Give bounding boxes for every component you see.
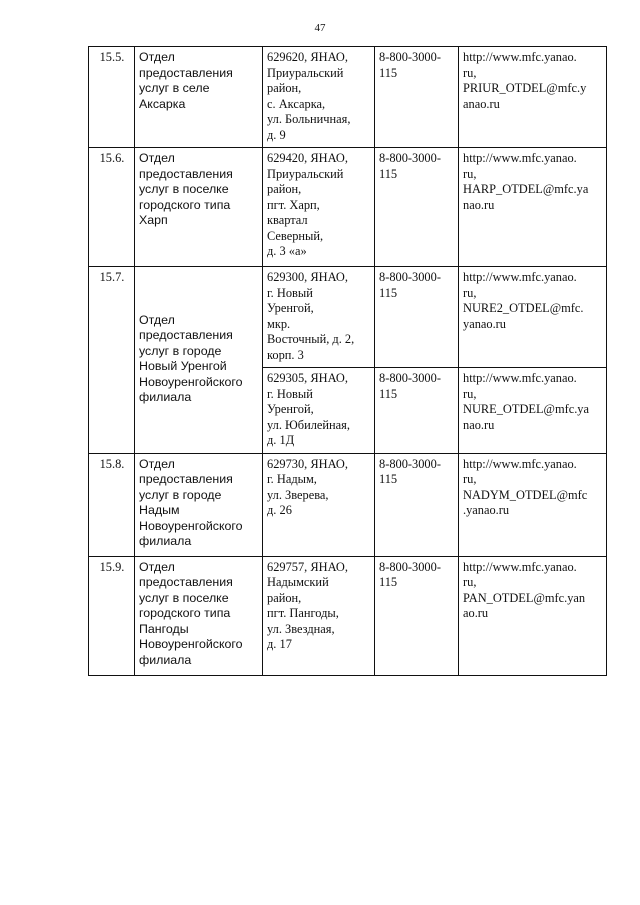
table-row — [89, 148, 607, 267]
row-number: 15.7. — [89, 267, 135, 454]
office-name: Отдел предоставления услуг в селе Аксарка — [135, 47, 263, 148]
office-address: 629305, ЯНАО, г. Новый Уренгой, ул. Юбилейная, д. 1Д — [263, 368, 375, 454]
office-web-email: http://www.mfc.yanao. ru, HARP_OTDEL@mfc.ya nao.ru — [459, 148, 607, 267]
office-name: Отдел предоставления услуг в городе Новый Уренгой Новоуренгойского филиала — [135, 267, 263, 454]
office-web-email: http://www.mfc.yanao. ru, NURE_OTDEL@mfc.ya nao.ru — [459, 368, 607, 454]
mfc-office-table — [88, 46, 607, 676]
office-web-email: http://www.mfc.yanao. ru, PAN_OTDEL@mfc.yan ao.ru — [459, 556, 607, 675]
office-phone: 8-800-3000- 115 — [375, 368, 459, 454]
office-web-email: http://www.mfc.yanao. ru, NADYM_OTDEL@mfc .yanao.ru — [459, 453, 607, 556]
office-address: 629420, ЯНАО, Приуральский район, пгт. Харп, квартал Северный, д. 3 «а» — [263, 148, 375, 267]
row-number: 15.6. — [89, 148, 135, 267]
row-number: 15.9. — [89, 556, 135, 675]
office-phone: 8-800-3000- 115 — [375, 148, 459, 267]
table-row — [89, 453, 607, 556]
row-number: 15.8. — [89, 453, 135, 556]
office-address: 629620, ЯНАО, Приуральский район, с. Аксарка, ул. Больничная, д. 9 — [263, 47, 375, 148]
office-web-email: http://www.mfc.yanao. ru, NURE2_OTDEL@mfc. yanao.ru — [459, 267, 607, 368]
office-address: 629757, ЯНАО, Надымский район, пгт. Пангоды, ул. Звездная, д. 17 — [263, 556, 375, 675]
office-name: Отдел предоставления услуг в поселке городского типа Пангоды Новоуренгойского филиала — [135, 556, 263, 675]
office-name: Отдел предоставления услуг в городе Надым Новоуренгойского филиала — [135, 453, 263, 556]
office-phone: 8-800-3000- 115 — [375, 556, 459, 675]
office-phone: 8-800-3000- 115 — [375, 267, 459, 368]
table-row — [89, 267, 607, 368]
row-number: 15.5. — [89, 47, 135, 148]
office-address: 629300, ЯНАО, г. Новый Уренгой, мкр. Восточный, д. 2, корп. 3 — [263, 267, 375, 368]
table-row — [89, 47, 607, 148]
table-row — [89, 556, 607, 675]
page-number: 47 — [314, 22, 326, 34]
office-web-email: http://www.mfc.yanao. ru, PRIUR_OTDEL@mfc.y anao.ru — [459, 47, 607, 148]
office-phone: 8-800-3000- 115 — [375, 453, 459, 556]
office-name: Отдел предоставления услуг в поселке городского типа Харп — [135, 148, 263, 267]
office-address: 629730, ЯНАО, г. Надым, ул. Зверева, д. 26 — [263, 453, 375, 556]
office-phone: 8-800-3000- 115 — [375, 47, 459, 148]
